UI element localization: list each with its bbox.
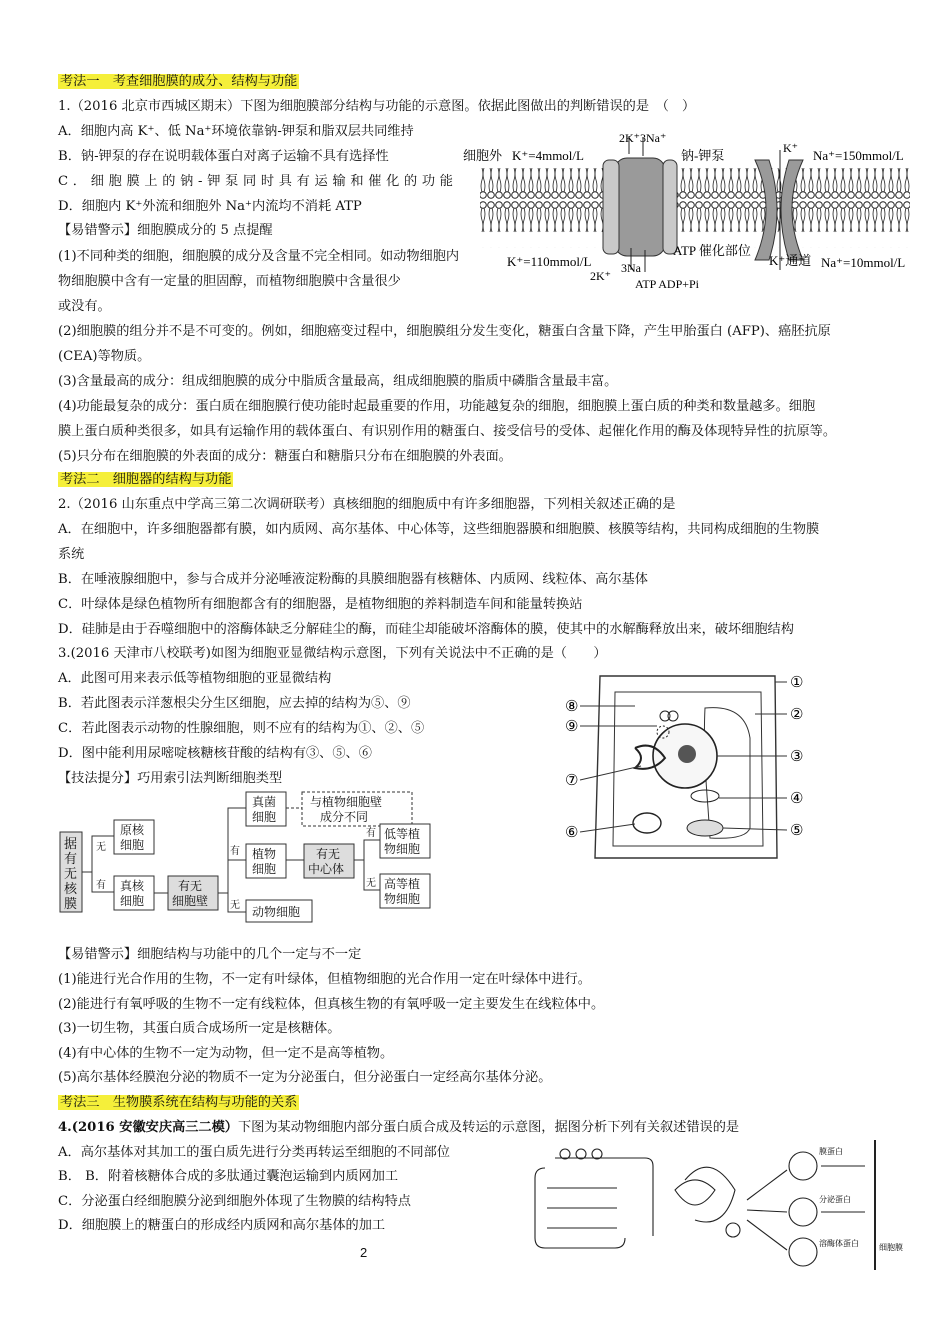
membrane-diagram	[455, 120, 925, 300]
flow-fungus: 真菌细胞	[252, 795, 277, 824]
label-pump: 钠-钾泵	[681, 148, 725, 163]
flow-no-1: 无	[96, 842, 106, 853]
flow-prokaryote: 原核细胞	[120, 823, 145, 852]
warning-title-1: 【易错警示】细胞膜成分的 5 点提醒	[58, 223, 273, 238]
q3-option-b: B．若此图表示洋葱根尖分生区细胞，应去掉的结构为⑤、⑨	[58, 696, 411, 711]
cell-type-flowchart	[58, 790, 468, 930]
warning-line: 或没有。	[58, 299, 111, 314]
label-na-outside: Na⁺=150mmol/L	[813, 148, 904, 163]
cell-label-8: ⑧	[565, 699, 579, 715]
warning2-line: (4)有中心体的生物不一定为动物，但一定不是高等植物。	[58, 1046, 394, 1061]
cell-label-7: ⑦	[565, 773, 579, 789]
label-na-inside: Na⁺=10mmol/L	[821, 255, 906, 270]
warning-line: (2)细胞膜的组分并不是不可变的。例如，细胞癌变过程中，细胞膜组分发生变化，糖蛋白含量下降，产生甲胎蛋白 (AFP)、癌胚抗原	[58, 324, 831, 339]
cell-label-1: ①	[790, 675, 804, 691]
q1-option-a: A．细胞内高 K⁺、低 Na⁺环境依靠钠-钾泵和脂双层共同维持	[58, 124, 414, 139]
warning-line: (4)功能最复杂的成分：蛋白质在细胞膜行使功能时起最重要的作用，功能越复杂的细胞，细胞膜上蛋白质的种类和数量越多。细胞	[58, 399, 816, 414]
q4-option-a: A．高尔基体对其加工的蛋白质先进行分类再转运至细胞的不同部位	[58, 1145, 450, 1160]
flow-yes-3: 有	[366, 828, 376, 839]
label-atp-site: ATP 催化部位	[673, 243, 751, 258]
q1-option-c: C．细胞膜上的钠-钾泵同时具有运输和催化的功能	[58, 174, 453, 189]
flow-centriole-question: 有无中心体	[308, 847, 345, 876]
flow-no-3: 无	[366, 878, 376, 889]
q3-option-a: A．此图可用来表示低等植物细胞的亚显微结构	[58, 671, 332, 686]
sodium-potassium-pump	[603, 158, 677, 256]
q2-option-a-cont: 系统	[58, 547, 85, 562]
warning-line: (3)含量最高的成分：组成细胞膜的成分中脂质含量最高，组成细胞膜的脂质中磷脂含量最丰富。	[58, 374, 618, 389]
flow-animal: 动物细胞	[252, 905, 301, 919]
warning-line: 膜上蛋白质种类很多，如具有运输作用的载体蛋白、有识别作用的糖蛋白、接受信号的受体、起催化作用的酶及体现特异性的抗原等。	[58, 424, 837, 439]
label-cell-membrane: 细胞膜	[879, 1243, 903, 1252]
cell-label-3: ③	[790, 749, 804, 765]
section-heading-1: 考法一 考查细胞膜的成分、结构与功能	[60, 74, 298, 89]
flow-yes-2: 有	[230, 846, 240, 857]
label-k-plus: K⁺	[783, 141, 798, 155]
label-top-ions: 2K⁺3Na⁺	[619, 131, 667, 145]
warning-line: (CEA)等物质。	[58, 349, 151, 364]
label-k-channel: K⁺通道	[769, 253, 812, 268]
label-bottom-k: 2K⁺	[590, 269, 611, 283]
q3-option-c: C．若此图表示动物的性腺细胞，则不应有的结构为①、②、⑤	[58, 721, 425, 736]
q3-stem: 3.(2016 天津市八校联考)如图为细胞亚显微结构示意图，下列有关说法中不正确的是（ ）	[58, 646, 607, 661]
cell-label-4: ④	[790, 791, 804, 807]
q4-option-d: D．细胞膜上的糖蛋白的形成经内质网和高尔基体的加工	[58, 1218, 386, 1233]
label-membrane-protein: 膜蛋白	[819, 1147, 843, 1156]
q1-option-b: B．钠-钾泵的存在说明载体蛋白对离子运输不具有选择性	[58, 149, 389, 164]
flow-lower-plant: 低等植物细胞	[384, 827, 421, 856]
flow-eukaryote: 真核细胞	[120, 879, 145, 908]
flow-wall-diff: 与植物细胞壁成分不同	[310, 795, 383, 824]
label-k-outside: K⁺=4mmol/L	[512, 148, 584, 163]
label-secreted-protein: 分泌蛋白	[819, 1195, 851, 1204]
skill-title: 【技法提分】巧用索引法判断细胞类型	[58, 771, 283, 786]
cell-label-9: ⑨	[565, 719, 579, 735]
q4-stem: 4.(2016 安徽安庆高三二模）下图为某动物细胞内部分蛋白质合成及转运的示意图，据图分析下列有关叙述错误的是	[58, 1120, 740, 1135]
q2-stem: 2.（2016 山东重点中学高三第二次调研联考）真核细胞的细胞质中有许多细胞器，下列相关叙述正确的是	[58, 497, 676, 512]
cell-label-5: ⑤	[790, 823, 804, 839]
warning2-line: (5)高尔基体经膜泡分泌的物质不一定为分泌蛋白，但分泌蛋白一定经高尔基体分泌。	[58, 1070, 552, 1085]
q3-option-d: D．图中能利用尿嘧啶核糖核苷酸的结构有③、⑤、⑥	[58, 746, 372, 761]
q2-option-a: A．在细胞中，许多细胞器都有膜，如内质网、高尔基体、中心体等，这些细胞器膜和细胞膜、核膜等结构，共同构成细胞的生物膜	[58, 522, 820, 537]
warning2-line: (1)能进行光合作用的生物，不一定有叶绿体，但植物细胞的光合作用一定在叶绿体中进行。	[58, 972, 591, 987]
q1-option-d: D．细胞内 K⁺外流和细胞外 Na⁺内流均不消耗 ATP	[58, 199, 362, 214]
section-heading-2: 考法二 细胞器的结构与功能	[60, 472, 232, 487]
label-outside: 细胞外	[463, 148, 503, 163]
flow-root-text: 据有无核膜	[64, 836, 78, 911]
warning2-line: (3)一切生物，其蛋白质合成场所一定是核糖体。	[58, 1021, 341, 1036]
flow-yes-1: 有	[96, 880, 106, 891]
cell-label-6: ⑥	[565, 825, 579, 841]
page-number: 2	[360, 1245, 368, 1260]
cell-label-2: ②	[790, 707, 804, 723]
q2-option-d: D．硅肺是由于吞噬细胞中的溶酶体缺乏分解硅尘的酶，而硅尘却能破坏溶酶体的膜，使其中的水解酶释放出来，破坏细胞结构	[58, 622, 794, 637]
warning-line: (5)只分布在细胞膜的外表面的成分：糖蛋白和糖脂只分布在细胞膜的外表面。	[58, 449, 512, 464]
warning-line: 物细胞膜中含有一定量的胆固醇，而植物细胞膜中含量很少	[58, 274, 401, 289]
label-bottom-na: 3Na	[621, 261, 641, 275]
flow-wall-question: 有无细胞壁	[172, 879, 209, 908]
q1-stem: 1.（2016 北京市西城区期末）下图为细胞膜部分结构与功能的示意图。依据此图做出的判断错误的是 （ ）	[58, 99, 696, 114]
warning2-line: (2)能进行有氧呼吸的生物不一定有线粒体，但真核生物的有氧呼吸一定主要发生在线粒体中。	[58, 997, 605, 1012]
label-k-inside: K⁺=110mmol/L	[507, 254, 592, 269]
protein-transport-diagram	[525, 1140, 925, 1270]
label-lysosome-protein: 溶酶体蛋白	[819, 1239, 859, 1248]
q4-option-b: B． B．附着核糖体合成的多肽通过囊泡运输到内质网加工	[58, 1169, 399, 1184]
flow-higher-plant: 高等植物细胞	[384, 877, 421, 906]
section-heading-3: 考法三 生物膜系统在结构与功能的关系	[60, 1095, 298, 1110]
cell-diagram	[565, 668, 810, 870]
flow-no-2: 无	[230, 900, 240, 911]
warning-title-2: 【易错警示】细胞结构与功能中的几个一定与不一定	[58, 947, 362, 962]
label-atp-reaction: ATP ADP+Pi	[635, 277, 700, 291]
q4-option-c: C．分泌蛋白经细胞膜分泌到细胞外体现了生物膜的结构特点	[58, 1194, 411, 1209]
warning-line: (1)不同种类的细胞，细胞膜的成分及含量不完全相同。如动物细胞内	[58, 249, 460, 264]
q2-option-b: B．在唾液腺细胞中，参与合成并分泌唾液淀粉酶的具膜细胞器有核糖体、内质网、线粒体、高尔基体	[58, 572, 648, 587]
q2-option-c: C．叶绿体是绿色植物所有细胞都含有的细胞器，是植物细胞的养料制造车间和能量转换站	[58, 597, 583, 612]
flow-plant: 植物细胞	[252, 847, 277, 876]
